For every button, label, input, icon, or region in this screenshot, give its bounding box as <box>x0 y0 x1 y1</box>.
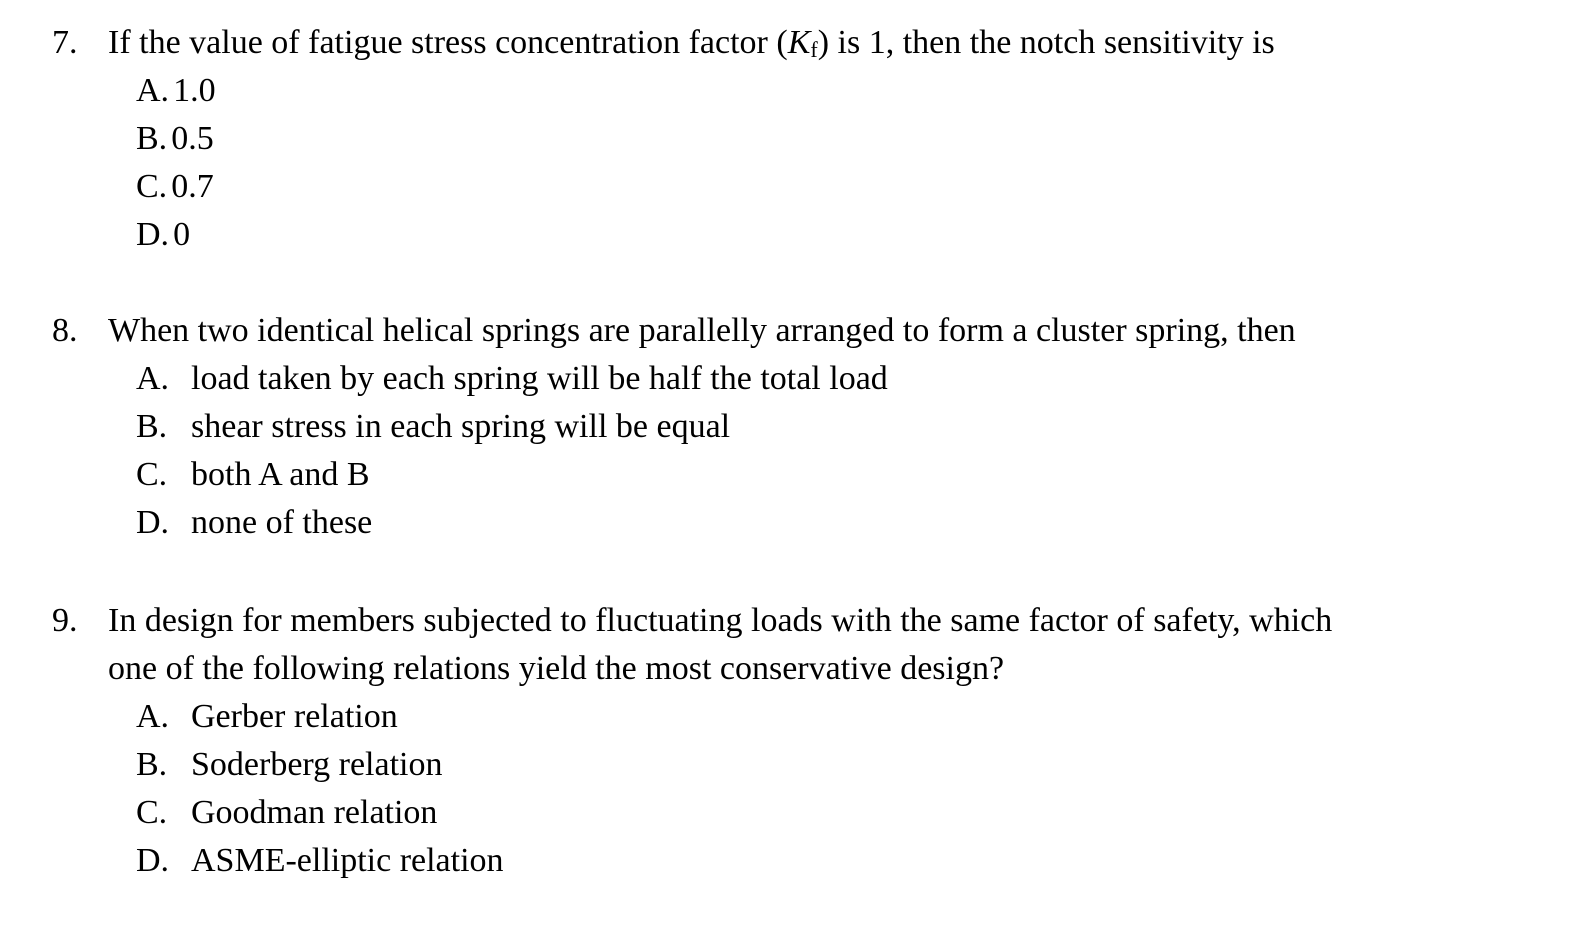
question-7 <box>0 19 1582 259</box>
option-letter: A. <box>136 360 170 397</box>
question-number: 9. <box>52 602 78 639</box>
option-letter: A. <box>136 72 170 109</box>
option-text: shear stress in each spring will be equal <box>191 408 731 445</box>
option-letter: C. <box>136 456 168 493</box>
question-text-after: ) is 1, then the notch sensitivity is <box>817 24 1275 61</box>
question-7-stem <box>0 19 1582 67</box>
question-number: 7. <box>52 24 78 61</box>
option-text: ASME-elliptic relation <box>191 842 504 879</box>
option-b <box>0 741 1582 789</box>
option-c <box>0 789 1582 837</box>
option-text: Gerber relation <box>191 698 398 735</box>
option-a <box>0 355 1582 403</box>
option-letter: B. <box>136 746 168 783</box>
option-text-wrapper <box>136 211 190 259</box>
option-text: none of these <box>191 504 373 541</box>
option-text: Soderberg relation <box>191 746 443 783</box>
option-text-wrapper <box>136 67 216 115</box>
option-text-wrapper <box>136 163 214 211</box>
option-c <box>0 163 1582 211</box>
question-8 <box>0 307 1582 547</box>
option-text: 1.0 <box>173 72 216 109</box>
option-letter: C. <box>136 168 168 205</box>
option-letter: D. <box>136 504 170 541</box>
option-letter: D. <box>136 842 170 879</box>
option-text: load taken by each spring will be half the total load <box>191 360 888 397</box>
question-text: In design for members subjected to fluctuating loads with the same factor of safety, which <box>108 602 1333 639</box>
option-a <box>0 67 1582 115</box>
question-8-stem <box>0 307 1582 355</box>
option-text: 0.5 <box>171 120 214 157</box>
option-a <box>0 693 1582 741</box>
option-letter: B. <box>136 120 168 157</box>
option-b <box>0 115 1582 163</box>
question-text <box>108 19 1275 74</box>
question-text: When two identical helical springs are parallelly arranged to form a cluster spring, then <box>108 312 1296 349</box>
option-b <box>0 403 1582 451</box>
option-letter: B. <box>136 408 168 445</box>
option-text: 0.7 <box>171 168 214 205</box>
question-9-stem-line-2 <box>0 645 1582 693</box>
question-number: 8. <box>52 312 78 349</box>
option-text: 0 <box>173 216 191 253</box>
symbol-subscript: f <box>810 37 818 62</box>
option-c <box>0 451 1582 499</box>
option-text: both A and B <box>191 456 370 493</box>
option-d <box>0 499 1582 547</box>
option-d <box>0 211 1582 259</box>
option-letter: A. <box>136 698 170 735</box>
question-text-before: If the value of fatigue stress concentration factor ( <box>108 24 788 61</box>
option-letter: D. <box>136 216 170 253</box>
option-letter: C. <box>136 794 168 831</box>
question-9-stem-line-1 <box>0 597 1582 645</box>
option-text-wrapper <box>136 115 214 163</box>
option-text: Goodman relation <box>191 794 438 831</box>
symbol-k: K <box>787 24 811 61</box>
question-9 <box>0 597 1582 885</box>
question-text-continued: one of the following relations yield the most conservative design? <box>108 650 1005 687</box>
option-d <box>0 837 1582 885</box>
